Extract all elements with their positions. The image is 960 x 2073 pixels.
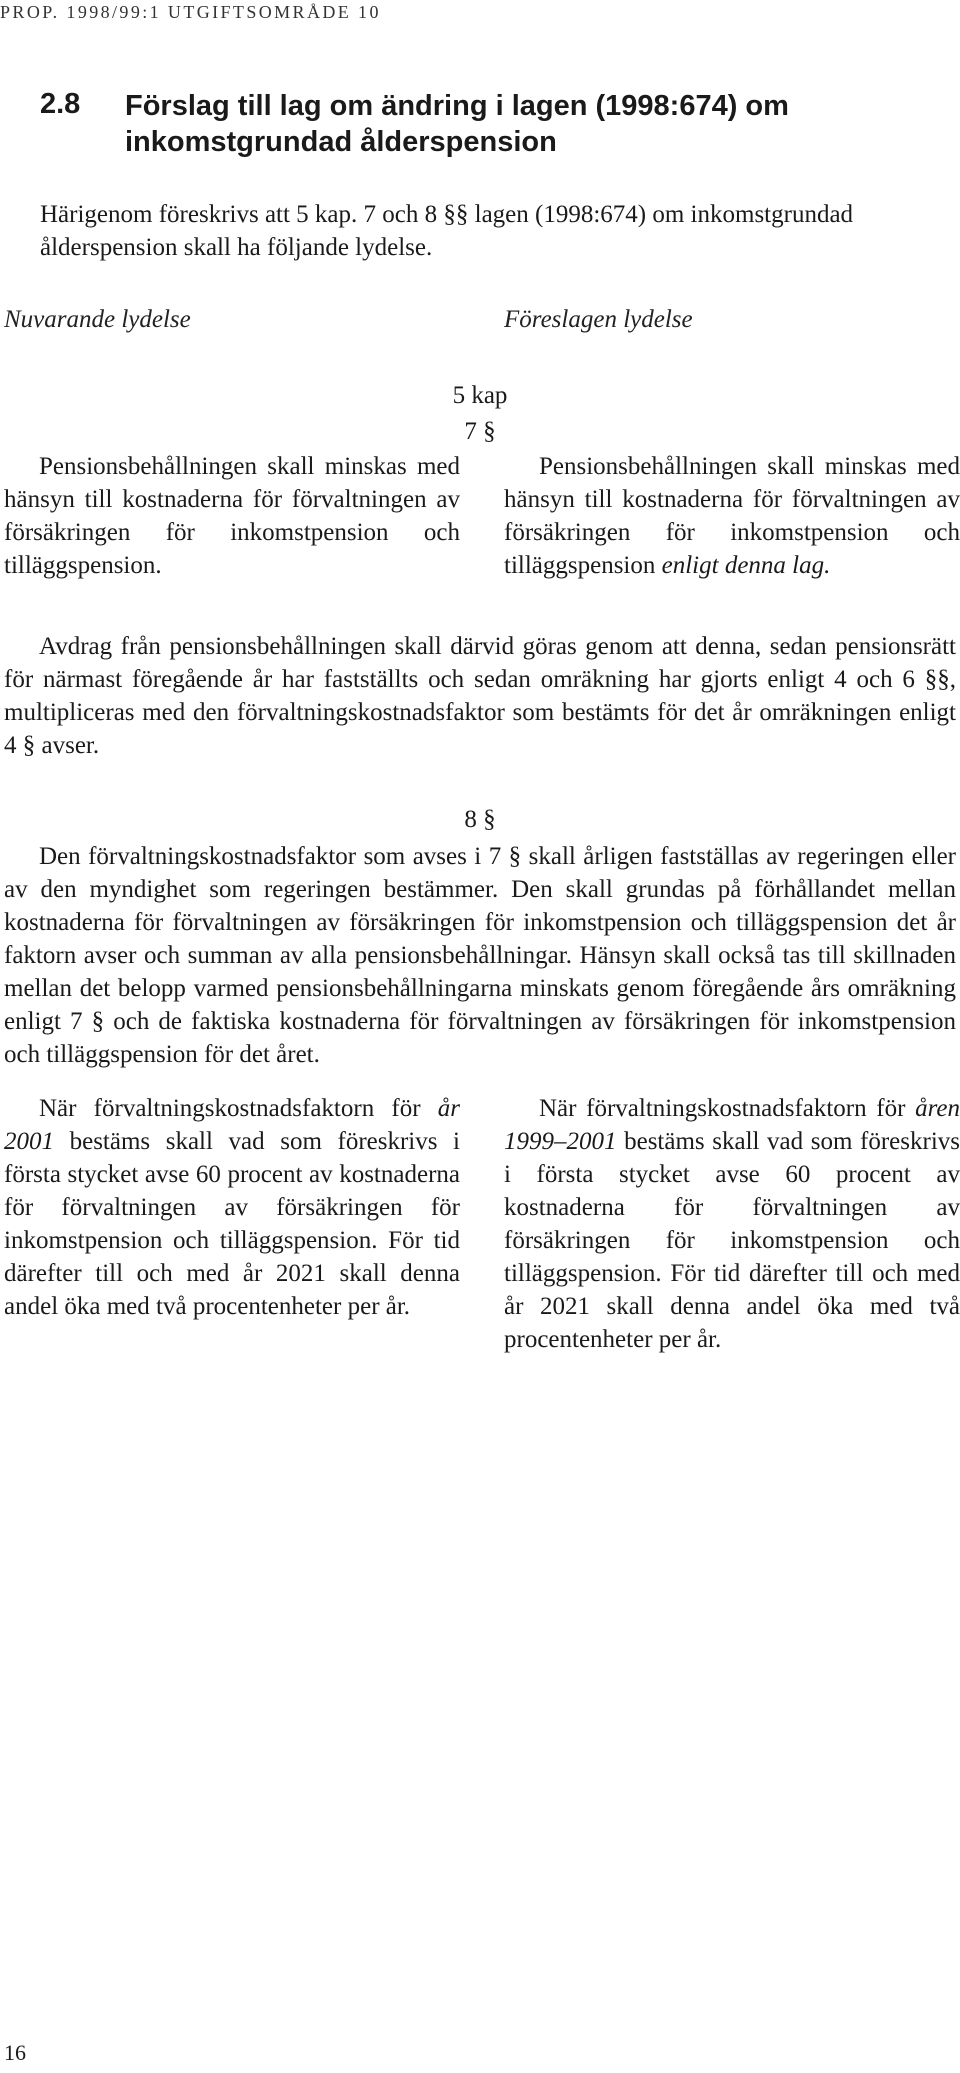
intro-text: Härigenom föreskrivs att 5 kap. 7 och 8 §§ lagen (1998:674) om inkomstgrundad ålderspension skall ha följande lydelse.	[40, 201, 854, 261]
par8-current-text	[4, 1092, 460, 1323]
par7-proposed-text	[504, 450, 960, 582]
page-number: 16	[4, 2040, 26, 2065]
par8-proposed-italic: åren 1999–2001	[504, 1095, 960, 1155]
par8-current-pre: När förvaltningskostnadsfaktorn för	[39, 1095, 421, 1122]
par7-proposed-paragraph	[504, 450, 960, 582]
par7-current-text	[4, 450, 460, 582]
par8-current-paragraph	[4, 1092, 460, 1323]
proposed-wording-heading: Föreslagen lydelse	[504, 306, 693, 333]
running-head: PROP. 1998/99:1 UTGIFTSOMRÅDE 10	[0, 2, 381, 22]
par8-proposed-paragraph	[504, 1092, 960, 1356]
par8-proposed-pre: När förvaltningskostnadsfaktorn för	[539, 1095, 906, 1122]
par7-common-paragraph: Avdrag från pensionsbehållningen skall därvid göras genom att denna, sedan pensionsrätt för närmast föregående år har fastställts och sedan omräkning har gjorts enligt 4 och 6 §§, multipliceras med den förvaltningskostnadsfaktor som bestämts för det år omräkningen enligt 4 § avser.	[4, 633, 956, 759]
par7-proposed-plain: Pensionsbehållningen skall minskas med hänsyn till kostnaderna för förvaltningen av försäkringen för inkomstpension och tilläggspension	[504, 453, 960, 579]
par8-proposed-post: bestäms skall vad som föreskrivs i första stycket avse 60 procent av kostnaderna för förvaltningen av försäkringen för inkomstpension och tilläggspension. För tid därefter till och med år 2021 skall denna andel öka med två procentenheter per år.	[504, 1128, 960, 1353]
par7-current-paragraph: Pensionsbehållningen skall minskas med hänsyn till kostnaderna för förvaltningen av försäkringen för inkomstpension och tilläggspension.	[4, 453, 460, 579]
chapter-label: 5 kap	[452, 382, 508, 409]
section-8-label: 8 §	[464, 806, 496, 833]
section-title: Förslag till lag om ändring i lagen (1998:674) om inkomstgrundad ålderspension	[125, 90, 789, 158]
par8-current-italic: år 2001	[4, 1095, 461, 1155]
par8-current-post: bestäms skall vad som föreskrivs i första stycket avse 60 procent av kostnaderna för förvaltningen av försäkringen för inkomstpension och tilläggspension. För tid därefter till och med år 2021 skall denna andel öka med två procentenheter per år.	[4, 1128, 461, 1320]
par8-proposed-text	[504, 1092, 960, 1356]
section-7-label: 7 §	[464, 418, 496, 445]
intro-paragraph	[40, 198, 940, 264]
current-wording-heading: Nuvarande lydelse	[4, 306, 191, 333]
par8-common-paragraph: Den förvaltningskostnadsfaktor som avses i 7 § skall årligen fastställas av regeringen eller av den myndighet som regeringen bestämmer. Den skall grundas på förhållandet mellan kostnaderna för förvaltningen av försäkringen för inkomstpension och tilläggspension det år faktorn avser och summan av alla pensionsbehållningar. Hänsyn skall också tas till skillnaden mellan det belopp varmed pensionsbehållningarna minskats genom föregående års omräkning enligt 7 § och de faktiska kostnaderna för förvaltningen av försäkringen för inkomstpension och tilläggspension för det året.	[4, 843, 956, 1068]
section-number: 2.8	[40, 88, 81, 120]
par7-proposed-italic: enligt denna lag.	[661, 552, 831, 579]
